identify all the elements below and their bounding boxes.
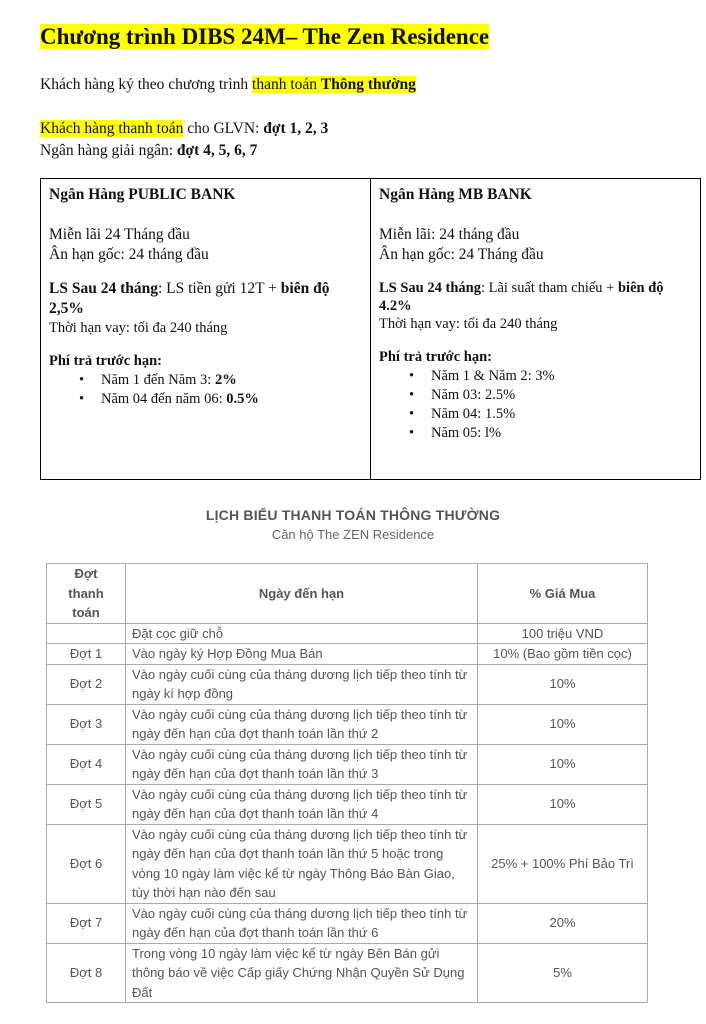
loan-term: Thời hạn vay: tối đa 240 tháng xyxy=(379,316,558,332)
fee-text: Năm 04: 1.5% xyxy=(431,406,516,422)
fee-item xyxy=(431,424,692,443)
bank-disbursement-text: Ngân hàng giải ngân: xyxy=(40,142,177,159)
phase-cell: Đợt 5 xyxy=(47,784,126,824)
due-date-cell: Vào ngày cuối cùng của tháng dương lịch tiếp theo tính từ ngày đến hạn của đợt thanh toán lần thứ 5 hoặc trong vòng 10 ngày làm việc kể từ ngày Thông Báo Bàn Giao, tùy thời hạn nào đến sau xyxy=(126,824,478,903)
intro-line xyxy=(40,75,416,95)
rate-margin: biên độ 2,5% xyxy=(49,280,330,317)
fee-item xyxy=(431,386,692,405)
prepayment-fee-list xyxy=(379,367,692,443)
prepayment-fee-list xyxy=(49,371,362,409)
intro-highlight-bold: Thông thường xyxy=(320,76,416,93)
table-row xyxy=(47,664,648,704)
due-date-cell: Vào ngày cuối cùng của tháng dương lịch tiếp theo tính từ ngày đến hạn của đợt thanh toán lần thứ 4 xyxy=(126,784,478,824)
fee-text: Năm 03: 2.5% xyxy=(431,387,516,403)
fee-item xyxy=(101,371,362,390)
prepayment-fee-title: Phí trả trước hạn: xyxy=(49,353,162,369)
fee-text: Năm 04 đến năm 06: xyxy=(101,391,227,407)
principal-grace: Ân hạn gốc: 24 Tháng đầu xyxy=(379,246,544,263)
payment-schedule-table xyxy=(46,563,648,1003)
percent-cell: 10% xyxy=(478,664,648,704)
table-row xyxy=(47,903,648,943)
interest-free: Miễn lãi 24 Tháng đầu xyxy=(49,226,190,243)
rate-margin: biên độ 4.2% xyxy=(379,280,664,314)
interest-free: Miễn lãi: 24 tháng đầu xyxy=(379,226,520,243)
header-phase: Đợt thanh toán xyxy=(47,564,126,624)
percent-cell: 10% xyxy=(478,784,648,824)
rate-after-24 xyxy=(379,279,692,315)
percent-cell: 20% xyxy=(478,903,648,943)
bank-name: Ngân Hàng PUBLIC BANK xyxy=(49,186,236,203)
percent-cell: 25% + 100% Phí Bảo Trì xyxy=(478,824,648,903)
due-date-cell: Vào ngày ký Hợp Đồng Mua Bán xyxy=(126,644,478,665)
fee-item xyxy=(431,367,692,386)
percent-cell: 100 triệu VND xyxy=(478,623,648,644)
table-row xyxy=(47,644,648,665)
due-date-cell: Vào ngày cuối cùng của tháng dương lịch tiếp theo tính từ ngày đến hạn của đợt thanh toán lần thứ 6 xyxy=(126,903,478,943)
bank-disbursement-line xyxy=(40,141,257,161)
due-date-cell: Đặt cọc giữ chỗ xyxy=(126,623,478,644)
bank-name: Ngân Hàng MB BANK xyxy=(379,186,532,203)
due-date-cell: Trong vòng 10 ngày làm việc kể từ ngày Bên Bán gửi thông báo về việc Cấp giấy Chứng Nhận Quyền Sử Dụng Đất xyxy=(126,943,478,1003)
schedule-title: LỊCH BIỂU THANH TOÁN THÔNG THƯỜNG xyxy=(205,507,501,523)
phase-cell xyxy=(47,623,126,644)
loan-term: Thời hạn vay: tối đa 240 tháng xyxy=(49,320,228,336)
phase-cell: Đợt 1 xyxy=(47,644,126,665)
rate-after-24 xyxy=(49,279,362,319)
due-date-cell: Vào ngày cuối cùng của tháng dương lịch tiếp theo tính từ ngày đến hạn của đợt thanh toán lần thứ 2 xyxy=(126,704,478,744)
table-row xyxy=(47,704,648,744)
fee-text: Năm 1 đến Năm 3: xyxy=(101,372,215,388)
percent-cell: 10% (Bao gồm tiền cọc) xyxy=(478,644,648,665)
customer-payment-highlight: Khách hàng thanh toán xyxy=(40,120,184,137)
customer-payment-text: cho GLVN: xyxy=(183,120,264,137)
bank-cell-mb-bank xyxy=(371,179,701,480)
percent-cell: 5% xyxy=(478,943,648,1003)
phase-cell: Đợt 8 xyxy=(47,943,126,1003)
fee-value: 0.5% xyxy=(226,391,259,407)
page-title-text: Chương trình DIBS 24M– The Zen Residence xyxy=(40,24,490,49)
percent-cell: 10% xyxy=(478,744,648,784)
header-percent: % Giá Mua xyxy=(478,564,648,624)
fee-item xyxy=(101,390,362,409)
fee-item xyxy=(431,405,692,424)
phase-cell: Đợt 7 xyxy=(47,903,126,943)
page-title xyxy=(40,22,489,52)
phase-cell: Đợt 2 xyxy=(47,664,126,704)
percent-cell: 10% xyxy=(478,704,648,744)
phase-cell: Đợt 4 xyxy=(47,744,126,784)
table-row xyxy=(47,623,648,644)
due-date-cell: Vào ngày cuối cùng của tháng dương lịch tiếp theo tính từ ngày kí hợp đồng xyxy=(126,664,478,704)
principal-grace: Ân hạn gốc: 24 tháng đầu xyxy=(49,246,209,263)
intro-highlight xyxy=(252,76,416,93)
intro-prefix: Khách hàng ký theo chương trình xyxy=(40,76,253,93)
header-due-date: Ngày đến hạn xyxy=(126,564,478,624)
schedule-body xyxy=(47,623,648,1003)
fee-text: Năm 05: l% xyxy=(431,425,502,441)
fee-text: Năm 1 & Năm 2: 3% xyxy=(431,368,555,384)
rate-label: LS Sau 24 tháng xyxy=(379,280,481,296)
fee-value: 2% xyxy=(214,372,237,388)
bank-disbursement-phases: đợt 4, 5, 6, 7 xyxy=(176,142,258,159)
bank-cell-public-bank xyxy=(41,179,371,480)
due-date-cell: Vào ngày cuối cùng của tháng dương lịch tiếp theo tính từ ngày đến hạn của đợt thanh toán lần thứ 3 xyxy=(126,744,478,784)
schedule-subtitle: Căn hộ The ZEN Residence xyxy=(271,527,435,542)
table-row xyxy=(47,744,648,784)
intro-highlight-normal: thanh toán xyxy=(252,76,321,93)
customer-payment-phases: đợt 1, 2, 3 xyxy=(263,120,329,137)
customer-payment-line xyxy=(40,119,328,139)
rate-label: LS Sau 24 tháng xyxy=(49,280,158,297)
table-row xyxy=(47,824,648,903)
phase-cell: Đợt 6 xyxy=(47,824,126,903)
prepayment-fee-title: Phí trả trước hạn: xyxy=(379,349,492,365)
phase-cell: Đợt 3 xyxy=(47,704,126,744)
table-row xyxy=(47,943,648,1003)
table-row xyxy=(47,784,648,824)
bank-comparison-table xyxy=(40,178,701,480)
rate-text: : LS tiền gửi 12T + xyxy=(157,280,281,297)
rate-text: : Lãi suất tham chiếu + xyxy=(480,280,618,296)
table-header-row xyxy=(47,564,648,624)
